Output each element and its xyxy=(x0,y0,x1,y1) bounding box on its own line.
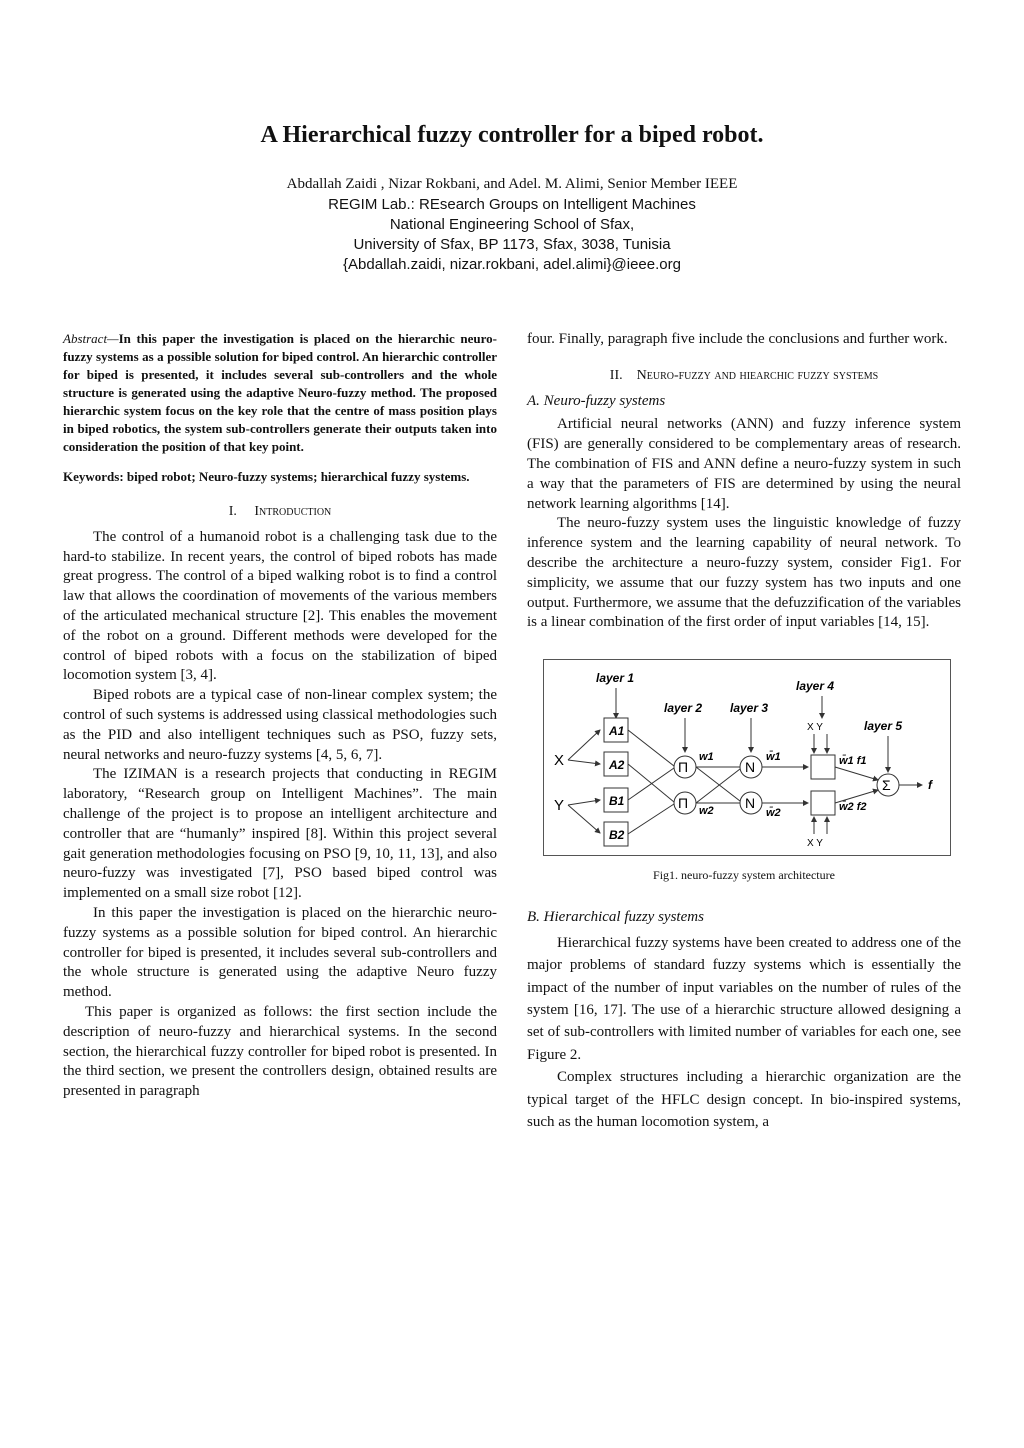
layer-5-label: layer 5 xyxy=(864,719,903,734)
intro-paragraph-4: In this paper the investigation is placed on the hierarchic neuro-fuzzy systems as a possible solution for biped control. An hierarchic controller for biped is presented, it includes several sub-controllers and the whole structure is generated using the adaptive Neuro fuzzy method. xyxy=(63,904,497,1001)
neuro-fuzzy-paragraph-2: The neuro-fuzzy system uses the linguistic knowledge of fuzzy inference system and the learning capability of neural network. To describe the architecture a neuro-fuzzy system, consider Fig1. For simplicity, we assume that our fuzzy system has two inputs and one output. Furthermore, we assume that the defuzzification of the variables is a linear combination of the first order of input variables [14, 15]. xyxy=(527,515,961,631)
input-y-label: Y xyxy=(554,797,565,815)
hierarchical-paragraph-1: Hierarchical fuzzy systems have been created to address one of the major problems of standard fuzzy systems which is essentially the impact of the number of input variables on the number of rules of the system [16, 17]. The use of a hierarchic structure allowed designing a set of sub-controllers with limited number of variables for each one, see Figure 2. xyxy=(527,934,961,1063)
output-f-label: f xyxy=(928,778,932,793)
author-emails: {Abdallah.zaidi, nizar.rokbani, adel.alimi}@ieee.org xyxy=(343,256,681,273)
layer-1-label: layer 1 xyxy=(596,671,635,686)
affiliation-line-3: University of Sfax, BP 1173, Sfax, 3038, Tunisia xyxy=(353,236,671,253)
section-title: Neuro-fuzzy and hiearchic fuzzy systems xyxy=(636,367,879,383)
rule-input-xy-bottom: X Y xyxy=(807,838,823,850)
affiliation-line-1: REGIM Lab.: REsearch Groups on Intelligent Machines xyxy=(328,196,696,213)
neuro-fuzzy-paragraph-1: Artificial neural networks (ANN) and fuzzy inference system (FIS) are generally considered to be complementary areas of research. The combination of FIS and ANN define a neuro-fuzzy system in such a way that the parameters of FIS are determined by using the neural network learning algorithms [14]. xyxy=(527,416,961,512)
continued-paragraph: four. Finally, paragraph five include the conclusions and further work. xyxy=(527,331,948,347)
input-x-label: X xyxy=(554,752,565,770)
weight-w1-label: w1 xyxy=(699,751,714,764)
mf-a2-label: A2 xyxy=(609,758,625,773)
section-heading-neuro-fuzzy xyxy=(527,366,961,386)
norm-weight-1-label: w̄1 xyxy=(766,751,781,764)
rule-output-2-label: w̄2 f2 xyxy=(839,801,867,814)
subsection-a-heading: A. Neuro-fuzzy systems xyxy=(527,392,666,409)
norm-weight-2-label: w̄2 xyxy=(766,807,781,820)
layer-4-label: layer 4 xyxy=(796,679,835,694)
normalize-symbol: N xyxy=(745,759,756,776)
sum-symbol: Σ xyxy=(882,777,891,794)
abstract-lead: Abstract— xyxy=(63,331,119,346)
paper-title: A Hierarchical fuzzy controller for a biped robot. xyxy=(260,122,764,148)
right-column xyxy=(527,330,961,1133)
anfis-diagram xyxy=(544,660,950,855)
intro-paragraph-1: The control of a humanoid robot is a challenging task due to the hard-to stabilize. In recent years, the control of biped robots has made great progress. The control of a biped walking robot is to find a control law that allows the coordination of movements of the various members of the articulated mechanical structure [2]. This enables the movement of the robot on a ground. Different methods were developed for the control of biped robots with a focus on the stabilization of biped locomotion system [3, 4]. xyxy=(63,528,497,684)
normalize-symbol: N xyxy=(745,795,756,812)
mf-a1-label: A1 xyxy=(609,724,625,739)
product-symbol: Π xyxy=(678,759,689,776)
rule-box-2 xyxy=(811,791,835,815)
left-column xyxy=(63,330,497,1102)
figure-caption: Fig1. neuro-fuzzy system architecture xyxy=(653,868,835,883)
layer-3-label: layer 3 xyxy=(730,701,769,716)
hierarchical-paragraph-2: Complex structures including a hierarchic organization are the typical target of the HFLC design concept. In bio-inspired systems, such as the human locomotion system, a xyxy=(527,1069,961,1130)
section-title: Introduction xyxy=(254,504,332,519)
section-heading-introduction xyxy=(63,502,497,522)
rule-input-xy-top: X Y xyxy=(807,722,823,734)
product-symbol: Π xyxy=(678,795,689,812)
intro-paragraph-2: Biped robots are a typical case of non-linear complex system; the control of such systems is addressed using classical methodologies such as the PID and also intelligent techniques such as PSO, fuzzy sets, neural networks and neuro-fuzzy systems [4, 5, 6, 7]. xyxy=(63,687,497,763)
rule-box-1 xyxy=(811,755,835,779)
abstract-text: In this paper the investigation is placed on the hierarchic neuro-fuzzy systems as a possible solution for biped control. An hierarchic controller for biped is presented, it includes several sub-controllers and the whole structure is generated using the adaptive Neuro-fuzzy method. The proposed hierarchic system focus on the key role that the centre of mass position plays in biped robotics, the system sub-controllers generate their outputs taken into consideration the position of that key point. xyxy=(63,331,497,454)
author-list: Abdallah Zaidi , Nizar Rokbani, and Adel. M. Alimi, Senior Member IEEE xyxy=(286,176,738,192)
intro-paragraph-5: This paper is organized as follows: the first section include the description of neuro-fuzzy and hierarchical systems. In the second section, the hierarchical fuzzy controller for biped robot is presented. In the third section, we present the controllers design, obtained results are presented in paragraph xyxy=(63,1003,497,1100)
affiliation-line-2: National Engineering School of Sfax, xyxy=(389,216,635,233)
rule-output-1-label: w̄1 f1 xyxy=(839,755,867,768)
section-number: II. xyxy=(609,367,623,383)
section-number: I. xyxy=(228,504,237,519)
mf-b2-label: B2 xyxy=(609,828,625,843)
abstract xyxy=(63,330,497,456)
figure-neuro-fuzzy-architecture xyxy=(543,659,951,856)
intro-paragraph-3: The IZIMAN is a research projects that conducting in REGIM laboratory, “Research group on Intelligent Machines”. The main challenge of the project is to propose an intelligent architecture and controller that are “humanly” inspired [8]. Within this project several gait generation methodologies focusing on PSO [9, 10, 11, 13], and also neuro-fuzzy was investigated [7], PSO based biped control was implemented on a small size robot [12]. xyxy=(63,766,497,902)
weight-w2-label: w2 xyxy=(699,805,714,818)
layer-2-label: layer 2 xyxy=(664,701,703,716)
mf-b1-label: B1 xyxy=(609,794,625,809)
subsection-b-heading: B. Hierarchical fuzzy systems xyxy=(527,908,704,925)
keywords: Keywords: biped robot; Neuro-fuzzy systems; hierarchical fuzzy systems. xyxy=(63,469,470,484)
